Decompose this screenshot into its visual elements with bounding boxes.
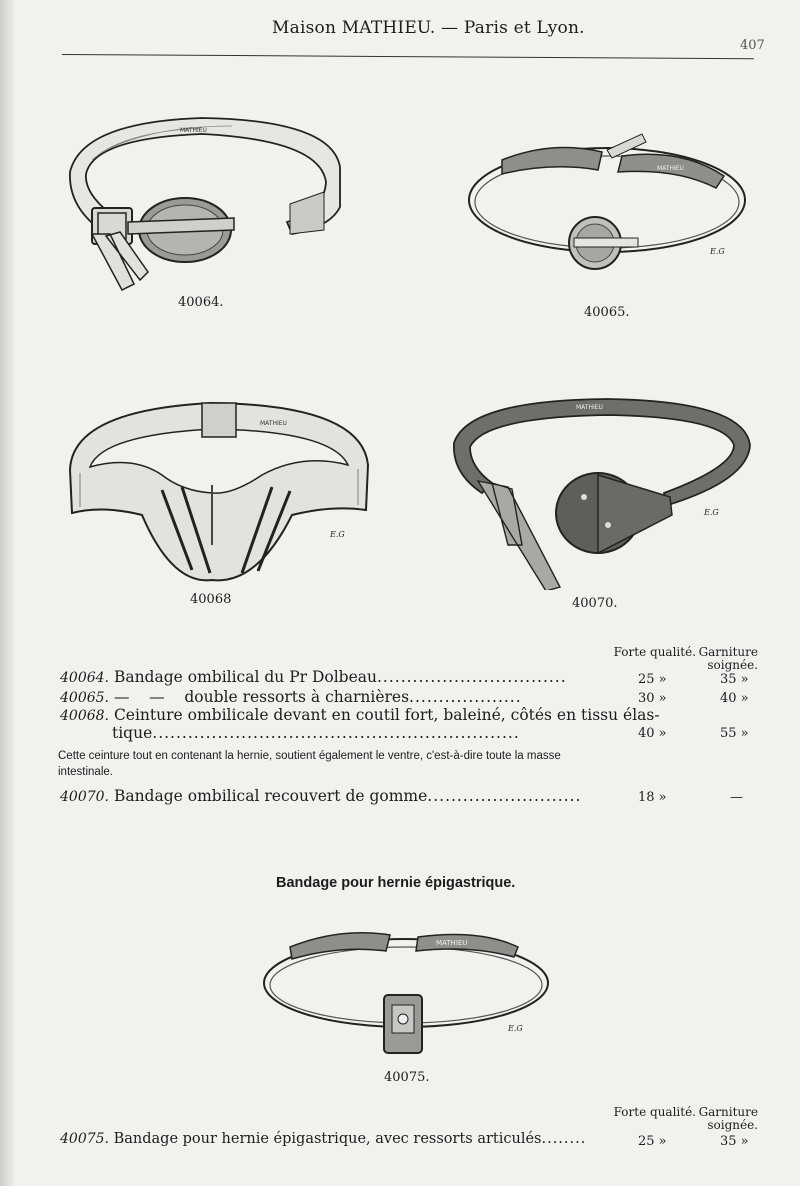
item-40065: 40065. — — double ressorts à charnières................... xyxy=(60,688,522,706)
figure-label: 40075. xyxy=(384,1070,430,1085)
price-header-forte: Forte qualité. xyxy=(613,645,696,659)
price-header-soignee: soignée. xyxy=(707,1118,758,1132)
header-rule xyxy=(62,54,754,59)
price-header-garniture: Garniture xyxy=(698,645,758,659)
item-40064: 40064. Bandage ombilical du Pr Dolbeau................................ xyxy=(60,668,567,686)
page-number: 407 xyxy=(740,38,765,53)
item-description: Bandage ombilical du Pr Dolbeau xyxy=(113,668,377,686)
figure-label: 40070. xyxy=(572,596,618,611)
price-header-forte: Forte qualité. xyxy=(613,1105,696,1119)
belt-illustration-40068 xyxy=(62,395,374,590)
item-description-continued: tique xyxy=(112,724,153,742)
artist-signature: E.G xyxy=(710,247,725,256)
price-forte: 40 » xyxy=(638,726,667,741)
artist-signature: E.G xyxy=(704,508,719,517)
page-header-title: Maison MATHIEU. — Paris et Lyon. xyxy=(272,18,585,38)
section-title: Bandage pour hernie épigastrique. xyxy=(276,875,516,891)
item-number: 40068. xyxy=(60,708,109,724)
figure-label: 40068 xyxy=(190,592,232,607)
item-40068 xyxy=(60,706,660,724)
artist-signature: E.G xyxy=(508,1024,523,1033)
price-header-garniture: Garniture xyxy=(698,1105,758,1119)
belt-brand-text: MATHIEU xyxy=(576,404,603,411)
belt-brand-text: MATHIEU xyxy=(180,127,207,134)
belt-brand-text: MATHIEU xyxy=(436,939,468,947)
price-garniture: 35 » xyxy=(720,1134,749,1149)
belt-illustration-40065 xyxy=(462,130,752,280)
item-description: Bandage ombilical recouvert de gomme xyxy=(113,787,428,805)
figure-label: 40065. xyxy=(584,305,630,320)
price-forte: 25 » xyxy=(638,1134,667,1149)
price-forte: 30 » xyxy=(638,691,667,706)
price-garniture: 40 » xyxy=(720,691,749,706)
item-40070: 40070. Bandage ombilical recouvert de gomme.......................... xyxy=(60,787,582,805)
price-garniture: — xyxy=(730,790,743,805)
item-number: 40070. xyxy=(60,789,109,805)
price-forte: 25 » xyxy=(638,672,667,687)
page-edge xyxy=(0,0,14,1186)
price-forte: 18 » xyxy=(638,790,667,805)
price-garniture: 55 » xyxy=(720,726,749,741)
item-number: 40065. xyxy=(60,690,109,706)
artist-signature: E.G xyxy=(330,530,345,539)
item-description: Ceinture ombilicale devant en coutil fort, baleiné, côtés en tissu élas- xyxy=(113,706,660,724)
item-40075: 40075. Bandage pour hernie épigastrique, avec ressorts articulés........ xyxy=(60,1131,587,1147)
item-number: 40064. xyxy=(60,670,109,686)
item-number: 40075. xyxy=(60,1131,109,1147)
price-garniture: 35 » xyxy=(720,672,749,687)
item-note: Cette ceinture tout en contenant la hernie, soutient également le ventre, c'est-à-dire toute la masse intestinale. xyxy=(58,750,561,778)
belt-illustration-40070 xyxy=(448,395,753,590)
figure-label: 40064. xyxy=(178,295,224,310)
belt-brand-text: MATHIEU xyxy=(657,165,684,172)
belt-illustration-40064 xyxy=(62,112,347,292)
item-description: Bandage pour hernie épigastrique, avec ressorts articulés xyxy=(113,1131,542,1147)
belt-brand-text: MATHIEU xyxy=(260,420,287,427)
price-header-soignee: soignée. xyxy=(707,658,758,672)
item-description: — — double ressorts à charnières xyxy=(113,688,410,706)
item-40068-continued: tique.............................................................. xyxy=(112,724,520,742)
belt-illustration-40075 xyxy=(260,925,552,1060)
